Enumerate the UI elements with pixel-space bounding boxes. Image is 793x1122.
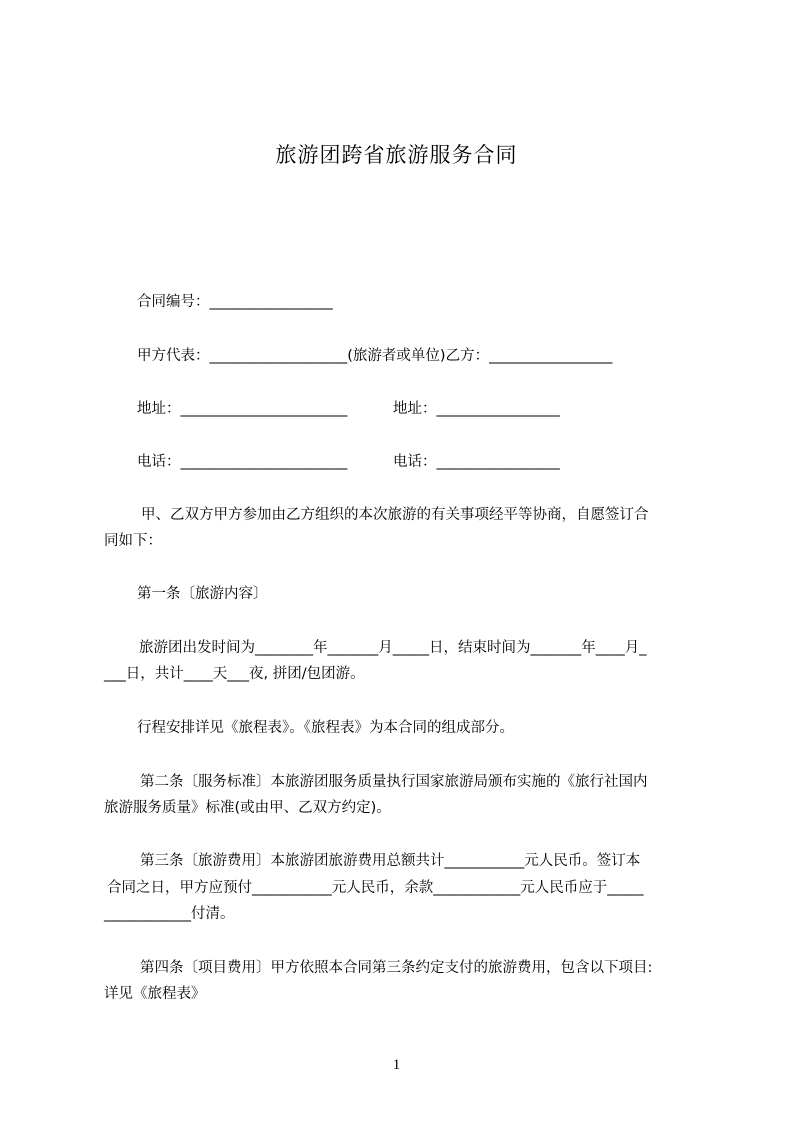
article-2-line-2: 旅游服务质量》标准(或由甲、乙双方约定)。 bbox=[104, 800, 391, 816]
party-b-address-line: 地址：_________________ bbox=[393, 401, 560, 417]
article-1-line-2: ___日，共计____天___夜, 拼团/包团游。 bbox=[104, 666, 365, 682]
article-4-line-2: 详见《旅程表》 bbox=[104, 986, 206, 1002]
party-a-representative-line: 甲方代表：___________________(旅游者或单位)乙方：_________________ bbox=[137, 348, 613, 364]
article-1-heading: 第一条〔旅游内容〕 bbox=[137, 586, 268, 602]
article-4-line-1: 第四条〔项目费用〕甲方依照本合同第三条约定支付的旅游费用，包含以下项目: bbox=[140, 960, 653, 976]
article-3-line-1: 第三条〔旅游费用〕本旅游团旅游费用总额共计___________元人民币。签订本 bbox=[140, 853, 641, 869]
party-a-phone-line: 电话：_______________________ bbox=[137, 454, 348, 470]
party-b-phone-line: 电话：_________________ bbox=[393, 454, 560, 470]
article-3-line-3: ____________付清。 bbox=[104, 906, 235, 922]
intro-paragraph-line-2: 同如下： bbox=[104, 533, 162, 549]
contract-number-line: 合同编号：_________________ bbox=[137, 294, 333, 310]
document-title: 旅游团跨省旅游服务合同 bbox=[275, 143, 518, 167]
article-1-line-1: 旅游团出发时间为________年_______月_____日，结束时间为_______年____月_ bbox=[139, 640, 647, 656]
party-a-address-line: 地址：_______________________ bbox=[137, 401, 348, 417]
page-number: 1 bbox=[392, 1057, 401, 1073]
article-1-itinerary-note: 行程安排详见《旅程表》。《旅程表》为本合同的组成部分。 bbox=[137, 720, 514, 736]
article-3-line-2: 合同之日，甲方应预付___________元人民币，余款____________元人民币应于_____ bbox=[107, 880, 644, 896]
intro-paragraph-line-1: 甲、乙双方甲方参加由乙方组织的本次旅游的有关事项经平等协商，自愿签订合 bbox=[141, 507, 649, 523]
article-2-line-1: 第二条〔服务标准〕本旅游团服务质量执行国家旅游局颁布实施的《旅行社国内 bbox=[140, 774, 648, 790]
